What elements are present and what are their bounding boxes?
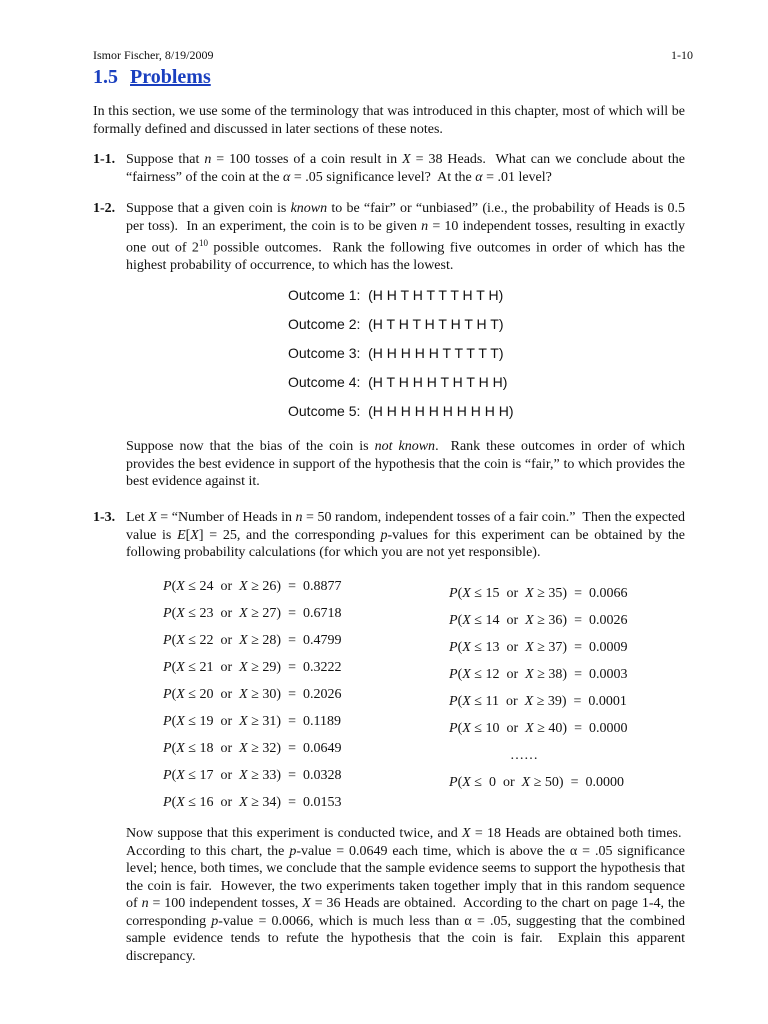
problem-1-3 (93, 509, 685, 562)
probability-row: P(X ≤ 17 or X ≥ 33) = 0.0328 (163, 768, 342, 783)
probability-row: P(X ≤ 19 or X ≥ 31) = 0.1189 (163, 714, 341, 729)
probability-row: P(X ≤ 12 or X ≥ 38) = 0.0003 (449, 667, 628, 682)
outcomes-list (288, 281, 514, 426)
outcome-row: Outcome 2: (H T H T H T H T H T) (288, 316, 504, 332)
probability-row: P(X ≤ 15 or X ≥ 35) = 0.0066 (449, 586, 628, 601)
section-title: Problems (130, 66, 211, 88)
section-heading (93, 66, 211, 89)
problem-1-1 (93, 151, 685, 186)
ellipsis-row: …… (510, 748, 538, 763)
probability-row: P(X ≤ 22 or X ≥ 28) = 0.4799 (163, 633, 342, 648)
outcome-row: Outcome 5: (H H H H H H H H H H) (288, 403, 514, 419)
probability-row: P(X ≤ 21 or X ≥ 29) = 0.3222 (163, 660, 342, 675)
probability-row: P(X ≤ 13 or X ≥ 37) = 0.0009 (449, 640, 628, 655)
probability-row: P(X ≤ 16 or X ≥ 34) = 0.0153 (163, 795, 342, 810)
problem-label: 1-2. (93, 201, 116, 216)
problem-label: 1-1. (93, 152, 116, 167)
probability-row: P(X ≤ 11 or X ≥ 39) = 0.0001 (449, 694, 627, 709)
intro-paragraph: In this section, we use some of the terminology that was introduced in this chapter, most of which will be formally defined and discussed in later sections of these notes. (93, 104, 685, 137)
problem-text: Let X = “Number of Heads in n = 50 random, independent tosses of a fair coin.” Then the expected value is E[X] = 25, and the corresponding p-values for this experiment can be obtained by the following probability calculations (for which you are not yet responsible). (126, 510, 686, 560)
section-number: 1.5 (93, 66, 118, 88)
probability-row: P(X ≤ 14 or X ≥ 36) = 0.0026 (449, 613, 628, 628)
probability-row: P(X ≤ 23 or X ≥ 27) = 0.6718 (163, 606, 342, 621)
probability-row: P(X ≤ 20 or X ≥ 30) = 0.2026 (163, 687, 342, 702)
page-number: 1-10 (671, 48, 693, 62)
unknown-bias-paragraph: Suppose now that the bias of the coin is not known. Rank these outcomes in order of which provides the best evidence in support of the hypothesis that the coin is “fair,” to which provides the best evidence against it. (126, 439, 685, 489)
outcome-row: Outcome 4: (H T H H H T H T H H) (288, 374, 508, 390)
probability-column-right (449, 580, 627, 796)
problem-text: Suppose that n = 100 tosses of a coin result in X = 38 Heads. What can we conclude about the “fairness” of the coin at the α = .05 significance level? At the α = .01 level? (126, 152, 685, 185)
probability-column-left (163, 573, 341, 816)
problem-label: 1-3. (93, 510, 116, 525)
probability-row: P(X ≤ 10 or X ≥ 40) = 0.0000 (449, 721, 628, 736)
probability-row: P(X ≤ 18 or X ≥ 32) = 0.0649 (163, 741, 342, 756)
outcome-row: Outcome 1: (H H T H T T T H T H) (288, 287, 504, 303)
problem-text: Suppose that a given coin is known to be “fair” or “unbiased” (i.e., the probability of Heads is 0.5 per toss). In an experiment, the coin is to be given n = 10 independent tosses, resulting in exactly one out of $2^{10}$ possible outcomes. Rank the following five outcomes in order of which has the highest probability of occurrence, to which has the lowest. (126, 201, 685, 274)
probability-row: P(X ≤ 24 or X ≥ 26) = 0.8877 (163, 579, 342, 594)
probability-row: P(X ≤ 0 or X ≥ 50) = 0.0000 (449, 775, 624, 790)
problem-1-2 (93, 200, 685, 275)
outcome-row: Outcome 3: (H H H H H T T T T T) (288, 345, 504, 361)
closing-paragraph: Now suppose that this experiment is conducted twice, and X = 18 Heads are obtained both times. According to this chart, the p-value = 0.0649 each time, which is above the α = .05 significance level; hence, both times, we conclude that the sample evidence seems to support the hypothesis that the coin is fair. However, the two experiments taken together imply that in this random sequence of n = 100 independent tosses, X = 36 Heads are obtained. According to the chart on page 1-4, the corresponding p-value = 0.0066, which is much less than α = .05, suggesting that the combined sample evidence tends to refute the hypothesis that the coin is fair. Explain this apparent discrepancy. (126, 826, 686, 964)
page-header-author: Ismor Fischer, 8/19/2009 (93, 48, 214, 62)
